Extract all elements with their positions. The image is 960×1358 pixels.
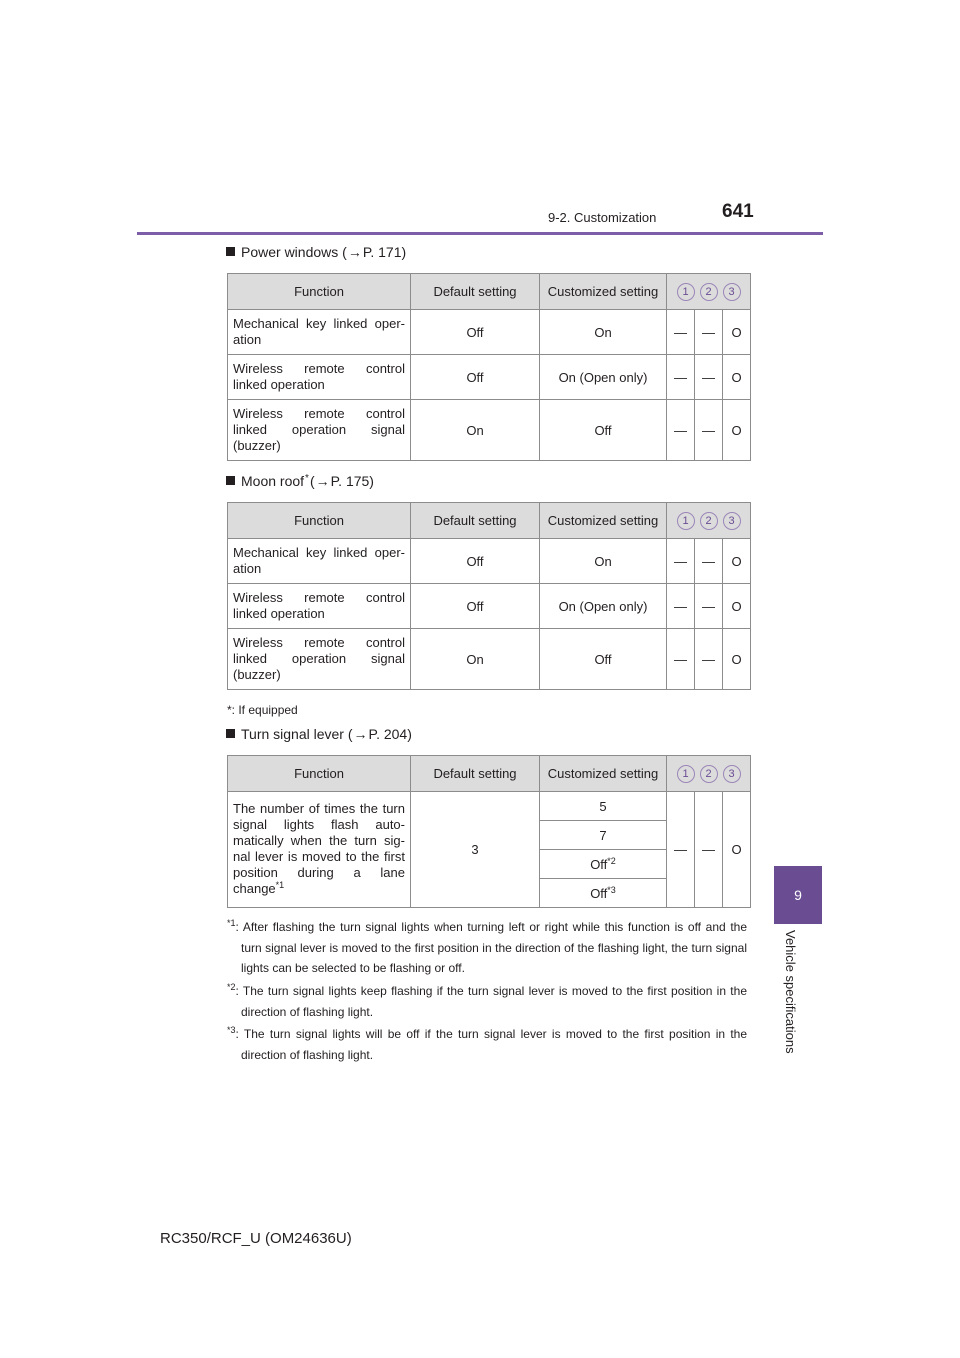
- default-header: Default setting: [411, 274, 540, 310]
- footnote-3: [227, 1024, 747, 1065]
- table-row: [228, 310, 751, 355]
- option-cell: [540, 850, 667, 879]
- function-cell: Wireless remote control linked operation: [228, 584, 411, 629]
- page-number: 641: [722, 201, 754, 222]
- default-cell: On: [411, 400, 540, 461]
- mode1-cell: —: [667, 584, 695, 629]
- customized-cell: On: [540, 310, 667, 355]
- equipped-footnote: [227, 700, 747, 720]
- customized-cell: Off: [540, 400, 667, 461]
- mode3-cell: O: [723, 539, 751, 584]
- square-bullet-icon: [226, 729, 235, 738]
- mode-header: [667, 503, 751, 539]
- mode3-cell: O: [723, 629, 751, 690]
- circled-2-icon: 2: [700, 512, 718, 530]
- table-row: [228, 400, 751, 461]
- customized-header: Customized setting: [540, 503, 667, 539]
- option-note-mark: *2: [607, 855, 616, 866]
- arrow-icon: →: [315, 473, 330, 489]
- table-row: [228, 584, 751, 629]
- mode1-cell: —: [667, 400, 695, 461]
- turn-signal-title: Turn signal lever (: [241, 726, 353, 742]
- function-cell: Mechanical key linked oper-ation: [228, 310, 411, 355]
- function-header: Function: [228, 274, 411, 310]
- mode2-cell: —: [695, 539, 723, 584]
- function-note-mark: *1: [275, 880, 285, 890]
- default-cell: Off: [411, 355, 540, 400]
- function-cell: Wireless remote control linked operation: [228, 355, 411, 400]
- footnote-2: [227, 981, 747, 1022]
- power-windows-title: Power windows (: [241, 244, 347, 260]
- moon-roof-ref: P. 175): [330, 473, 374, 489]
- circled-3-icon: 3: [723, 512, 741, 530]
- function-cell: Wireless remote control linked operation signal (buzzer): [228, 400, 411, 461]
- square-bullet-icon: [226, 247, 235, 256]
- turn-signal-ref: P. 204): [368, 726, 412, 742]
- table-header-row: [228, 503, 751, 539]
- mode2-cell: —: [695, 310, 723, 355]
- arrow-icon: →: [347, 244, 362, 260]
- power-windows-ref: P. 171): [362, 244, 407, 260]
- moon-roof-table: [227, 502, 751, 690]
- footnote-text: : The turn signal lights keep flashing if the turn signal lever is moved to the first position in the direction of flashing light.: [235, 984, 747, 1019]
- turn-signal-heading: [226, 726, 412, 742]
- mode-header: [667, 756, 751, 792]
- moon-roof-ref-open: (: [309, 473, 315, 489]
- customized-cell: On (Open only): [540, 584, 667, 629]
- chapter-label: Vehicle specifications: [783, 930, 798, 1054]
- function-cell: Wireless remote control linked operation signal (buzzer): [228, 629, 411, 690]
- chapter-label-wrap: [774, 930, 822, 1080]
- chapter-tab: [774, 866, 822, 924]
- moon-roof-heading: [226, 473, 374, 489]
- circled-1-icon: 1: [677, 765, 695, 783]
- footnote-mark: *2: [227, 982, 236, 992]
- chapter-number: 9: [794, 887, 802, 903]
- footnote-text: : The turn signal lights will be off if the turn signal lever is moved to the first position in the direction of flashing light.: [235, 1027, 747, 1062]
- table-row: [228, 792, 751, 821]
- default-cell: Off: [411, 584, 540, 629]
- default-header: Default setting: [411, 756, 540, 792]
- function-header: Function: [228, 503, 411, 539]
- footnote-1: [227, 917, 747, 978]
- footnote-mark: *3: [227, 1025, 236, 1035]
- option-text: Off: [590, 885, 608, 901]
- table-row: [228, 355, 751, 400]
- mode3-cell: O: [723, 355, 751, 400]
- header-divider: [137, 232, 823, 235]
- default-header: Default setting: [411, 503, 540, 539]
- power-windows-table: [227, 273, 751, 461]
- mode1-cell: —: [667, 355, 695, 400]
- customized-header: Customized setting: [540, 274, 667, 310]
- function-header: Function: [228, 756, 411, 792]
- option-note-mark: *3: [607, 884, 616, 895]
- mode1-cell: —: [667, 792, 695, 908]
- mode1-cell: —: [667, 629, 695, 690]
- circled-1-icon: 1: [677, 283, 695, 301]
- mode2-cell: —: [695, 400, 723, 461]
- mode1-cell: —: [667, 539, 695, 584]
- mode1-cell: —: [667, 310, 695, 355]
- option-cell: 7: [540, 821, 667, 850]
- mode2-cell: —: [695, 355, 723, 400]
- mode3-cell: O: [723, 792, 751, 908]
- table-row: [228, 539, 751, 584]
- power-windows-heading: [226, 244, 406, 260]
- customized-cell: On: [540, 539, 667, 584]
- circled-2-icon: 2: [700, 283, 718, 301]
- table-row: [228, 629, 751, 690]
- option-cell: [540, 879, 667, 908]
- option-cell: 5: [540, 792, 667, 821]
- circled-3-icon: 3: [723, 283, 741, 301]
- circled-1-icon: 1: [677, 512, 695, 530]
- mode3-cell: O: [723, 400, 751, 461]
- mode2-cell: —: [695, 792, 723, 908]
- customized-header: Customized setting: [540, 756, 667, 792]
- mode3-cell: O: [723, 584, 751, 629]
- customized-cell: Off: [540, 629, 667, 690]
- equipped-star-mark: *: [305, 473, 309, 484]
- mode2-cell: —: [695, 629, 723, 690]
- default-cell: Off: [411, 539, 540, 584]
- footnote-text: : If equipped: [231, 703, 298, 717]
- turn-signal-table: [227, 755, 751, 908]
- footnote-text: : After flashing the turn signal lights when turning left or right while this function is off and the turn signal lever is moved to the first position in the direction of the flashing light, the turn signal lights can be selected to be flashing or off.: [235, 920, 747, 975]
- default-cell: On: [411, 629, 540, 690]
- customized-cell: On (Open only): [540, 355, 667, 400]
- footnote-mark: *1: [227, 918, 236, 928]
- square-bullet-icon: [226, 476, 235, 485]
- footnote-mark: *: [227, 703, 232, 717]
- function-text: The number of times the turn signal lights flash auto-matically when the turn sig-nal lever is moved to the first position during a lane change: [233, 801, 405, 896]
- section-title: 9-2. Customization: [548, 210, 657, 225]
- table-header-row: [228, 756, 751, 792]
- mode2-cell: —: [695, 584, 723, 629]
- default-cell: 3: [411, 792, 540, 908]
- table-header-row: [228, 274, 751, 310]
- mode3-cell: O: [723, 310, 751, 355]
- moon-roof-title: Moon roof: [241, 473, 305, 489]
- circled-2-icon: 2: [700, 765, 718, 783]
- option-text: Off: [590, 856, 608, 872]
- function-cell: [228, 792, 411, 908]
- model-code: RC350/RCF_U (OM24636U): [160, 1230, 352, 1247]
- circled-3-icon: 3: [723, 765, 741, 783]
- function-cell: Mechanical key linked oper-ation: [228, 539, 411, 584]
- default-cell: Off: [411, 310, 540, 355]
- arrow-icon: →: [353, 726, 368, 742]
- mode-header: [667, 274, 751, 310]
